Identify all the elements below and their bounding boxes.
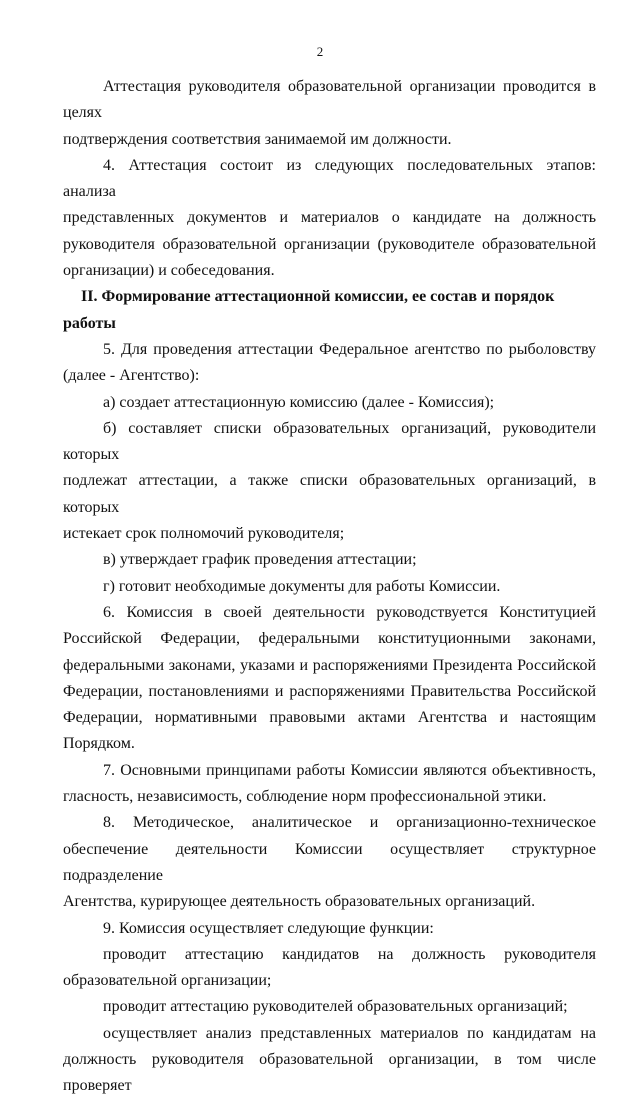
paragraph-line: руководителя образовательной организации (руководителе образовательной [63, 235, 596, 253]
paragraph-line: должность руководителя образовательной организации, в том числе проверяет [63, 1050, 596, 1095]
paragraph-line: Федерации, постановлениями и распоряжениями Правительства Российской [63, 682, 596, 700]
paragraph-line: (далее - Агентство): [63, 367, 200, 385]
list-item: в) утверждает график проведения аттестации; [103, 551, 417, 569]
paragraph-line: 4. Аттестация состоит из следующих последовательных этапов: анализа [63, 156, 596, 201]
paragraph-line: 8. Методическое, аналитическое и организационно-техническое [103, 814, 596, 832]
list-item: б) составляет списки образовательных организаций, руководители которых [63, 419, 596, 464]
paragraph-line: 5. Для проведения аттестации Федеральное агентство по рыболовству [103, 340, 596, 358]
paragraph-line: гласность, независимость, соблюдение норм профессиональной этики. [63, 788, 547, 806]
list-item: г) готовит необходимые документы для работы Комиссии. [103, 577, 501, 595]
list-item: проводит аттестацию кандидатов на должность руководителя [103, 945, 596, 963]
paragraph-line: представленных документов и материалов о кандидате на должность [63, 209, 596, 227]
paragraph-line: 7. Основными принципами работы Комиссии являются объективность, [103, 761, 596, 779]
page-number: 2 [316, 44, 324, 59]
paragraph-line: Федерации, нормативными правовыми актами Агентства и настоящим Порядком. [63, 709, 596, 753]
paragraph-line: подтверждения соответствия занимаемой им должности. [63, 130, 452, 148]
paragraph-line: Аттестация руководителя образовательной организации проводится в целях [63, 78, 596, 122]
paragraph-line: 6. Комиссия в своей деятельности руководствуется Конституцией [103, 603, 596, 621]
section-heading: II. Формирование аттестационной комиссии, ее состав и порядок работы [63, 288, 555, 332]
list-item: а) создает аттестационную комиссию (далее - Комиссия); [103, 393, 495, 411]
paragraph-line: организации) и собеседования. [63, 262, 275, 280]
paragraph-line: подлежат аттестации, а также списки образовательных организаций, в которых [63, 472, 596, 516]
document-body [63, 74, 596, 1100]
paragraph-line: Российской Федерации, федеральными конституционными законами, [63, 630, 596, 648]
paragraph-line: обеспечение деятельности Комиссии осуществляет структурное подразделение [63, 840, 596, 884]
paragraph-line: федеральными законами, указами и распоряжениями Президента Российской [63, 656, 596, 674]
list-item: проводит аттестацию руководителей образовательных организаций; [103, 998, 568, 1016]
paragraph-line: 9. Комиссия осуществляет следующие функции: [103, 919, 434, 937]
paragraph-line: образовательной организации; [63, 972, 272, 990]
paragraph-line: Агентства, курирующее деятельность образовательных организаций. [63, 893, 536, 911]
list-item: осуществляет анализ представленных материалов по кандидатам на [103, 1024, 596, 1042]
paragraph-line: истекает срок полномочий руководителя; [63, 525, 345, 543]
